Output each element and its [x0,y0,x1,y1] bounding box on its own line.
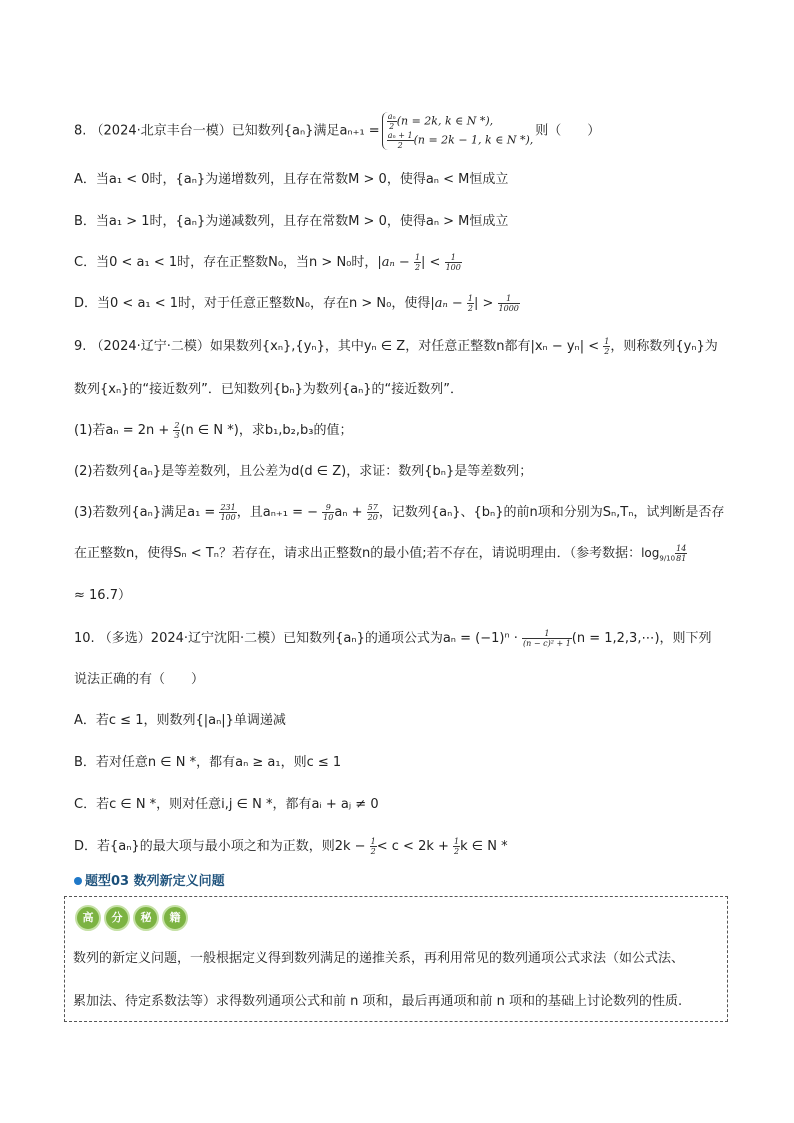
tip-text-line2: 累加法、待定系数法等）求得数列通项公式和前 n 项和，最后再通项和前 n 项和的基础上讨论数列的性质. [73,994,683,1009]
q8-tail: 则（ ） [535,123,601,139]
q8-option-a: A．当a₁ < 0时，{aₙ}为递增数列，且存在常数M > 0，使得aₙ < M恒成立 [74,172,509,187]
badge-ji: 籍 [162,905,188,931]
q8-option-c: C．当0 < a₁ < 1时，存在正整数N₀，当n > N₀时，|aₙ − $\frac{1}{2}$ | < $\frac{1}{100}$ [74,253,461,272]
q9-stem-line2: 数列{xₙ}的“接近数列”．已知数列{bₙ}为数列{aₙ}的“接近数列”． [74,382,464,397]
q9-part3-line3: ≈ 16.7） [74,588,131,603]
q9-part3-line1: (3)若数列{aₙ}满足a₁ = $\frac{231}{100}$ ，且aₙ₊₁ = − $\frac{9}{10}$ aₙ + $\frac{57}{20}$ ，记数列{aₙ}、{bₙ}的前n项和分别为Sₙ,Tₙ，试判断是否存 [74,503,725,522]
q8-intro: 8. （2024·北京丰台一模）已知数列{aₙ}满足aₙ₊₁ = [74,123,380,139]
q9-part1: (1)若aₙ = 2n + $\frac{2}{3}$ (n ∈ N *)，求b₁,b₂,b₃的值； [74,421,353,440]
badge-gao: 高 [75,905,101,931]
q9-stem-line1: 9. （2024·辽宁·二模）如果数列{xₙ},{yₙ}，其中yₙ ∈ Z，对任意正整数n都有|xₙ − yₙ| < $\frac{1}{2}$ ，则称数列{yₙ}为 [74,337,718,356]
q8-option-b: B．当a₁ > 1时，{aₙ}为递减数列，且存在常数M > 0，使得aₙ > M恒成立 [74,214,509,229]
tip-badges [75,905,188,931]
q10-stem-line2: 说法正确的有（ ） [74,672,205,687]
q10-stem-line1: 10. （多选）2024·辽宁沈阳·二模）已知数列{aₙ}的通项公式为aₙ = (−1)ⁿ · $\frac{1}{\text{(n − c)² + 1}}$ (n = 1,2,3,⋯)，则下列 [74,629,712,648]
section-heading [74,874,225,890]
q8-stem [74,112,600,150]
q10-option-b: B．若对任意n ∈ N *，都有aₙ ≥ a₁，则c ≤ 1 [74,755,342,770]
tip-text-line1: 数列的新定义问题，一般根据定义得到数列满足的递推关系，再利用常见的数列通项公式求法（如公式法、 [73,951,685,966]
q10-option-a: A．若c ≤ 1，则数列{|aₙ|}单调递减 [74,713,286,728]
badge-fen: 分 [104,905,130,931]
q8-option-d: D．当0 < a₁ < 1时，对于任意正整数N₀，存在n > N₀，使得|aₙ − $\frac{1}{2}$ | > $\frac{1}{1000}$ [74,294,519,313]
location-pin-icon [74,877,82,885]
q9-part3-line2: 在正整数n，使得Sₙ < Tₙ？若存在，请求出正整数n的最小值;若不存在，请说明理由．（参考数据：$\log_{9/10}$ $\frac{14}{81}$ [74,544,687,563]
q10-option-c: C．若c ∈ N *，则对任意i,j ∈ N *，都有aᵢ + aⱼ ≠ 0 [74,797,379,812]
q10-option-d: D．若{aₙ}的最大项与最小项之和为正数，则2k − $\frac{1}{2}$ < c < 2k + $\frac{1}{2}$ k ∈ N * [74,837,508,856]
section-title: 题型03 数列新定义问题 [85,874,225,889]
q9-part2: (2)若数列{aₙ}是等差数列，且公差为d(d ∈ Z)，求证：数列{bₙ}是等差数列； [74,464,533,479]
tip-box [64,896,728,1022]
badge-mi: 秘 [133,905,159,931]
q8-piecewise: $\frac{\text{aₙ}}{2}$ (n = 2k, k ∈ N *), $\frac{\text{aₙ + 1}}{2}$ (n = 2k − 1, k ∈ N *), [382,112,534,150]
